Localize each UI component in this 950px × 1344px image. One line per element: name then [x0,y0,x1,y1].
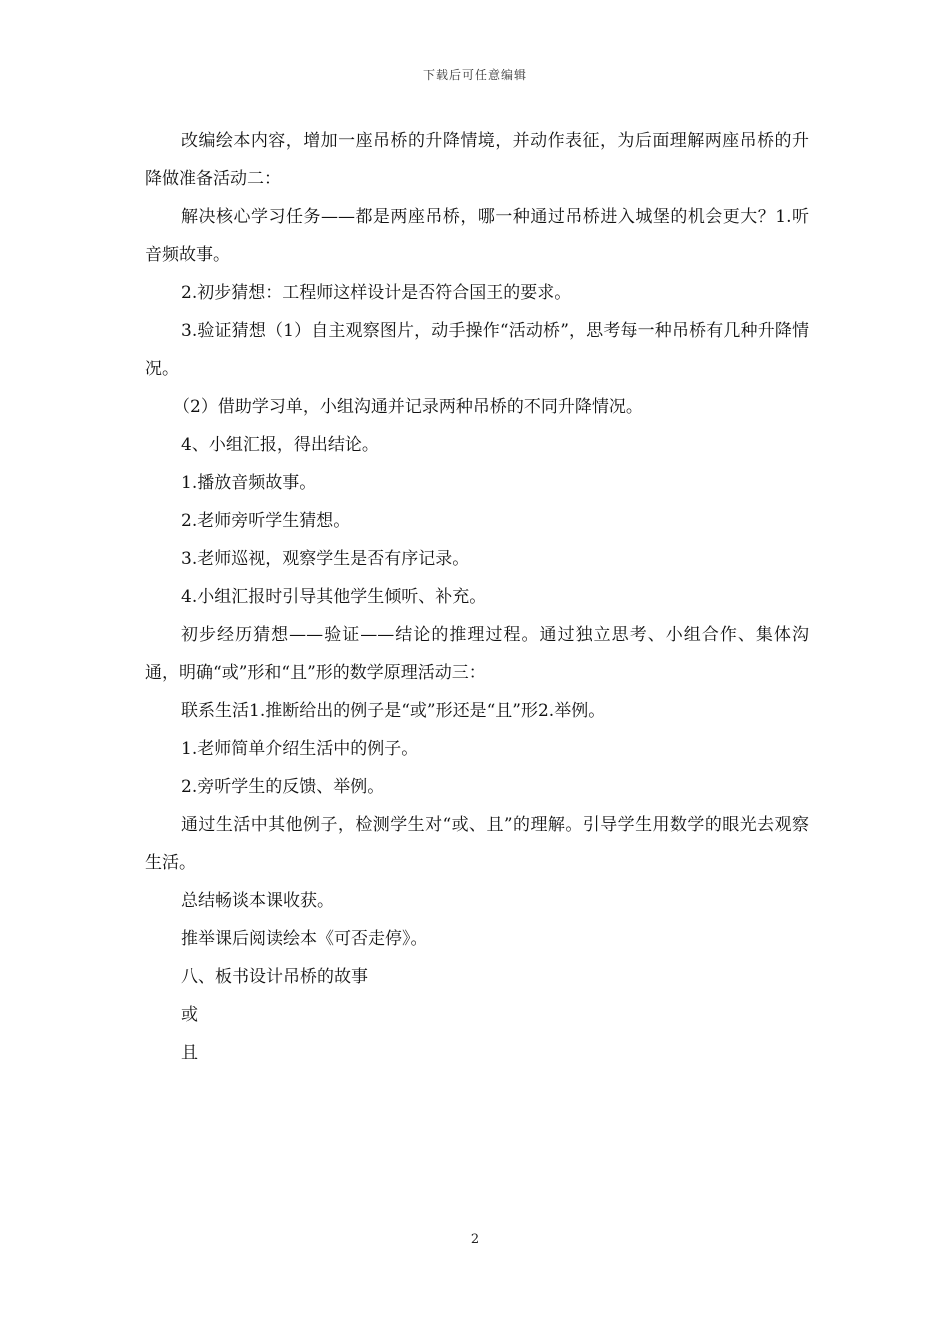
paragraph: 3.老师巡视，观察学生是否有序记录。 [181,549,470,569]
section-heading: 八、板书设计吊桥的故事 [181,967,368,987]
board-item-or: 或 [181,1005,198,1025]
paragraph: 2.初步猜想：工程师这样设计是否符合国王的要求。 [181,283,572,303]
paragraph: 初步经历猜想——验证——结论的推理过程。通过独立思考、小组合作、集体沟通，明确“或”形和“且”形的数学原理活动三： [145,625,809,683]
paragraph: 1.播放音频故事。 [181,473,317,493]
paragraph: （2）借助学习单，小组沟通并记录两种吊桥的不同升降情况。 [173,397,643,417]
paragraph: 联系生活1.推断给出的例子是“或”形还是“且”形2.举例。 [181,701,606,721]
paragraph: 2.老师旁听学生猜想。 [181,511,351,531]
paragraph: 改编绘本内容，增加一座吊桥的升降情境，并动作表征，为后面理解两座吊桥的升降做准备活动二： [145,131,809,189]
paragraph: 推举课后阅读绘本《可否走停》。 [181,929,428,949]
paragraph: 总结畅谈本课收获。 [181,891,334,911]
page-header: 下载后可任意编辑 [422,68,527,82]
paragraph: 通过生活中其他例子，检测学生对“或、且”的理解。引导学生用数学的眼光去观察生活。 [145,815,809,873]
paragraph: 解决核心学习任务——都是两座吊桥，哪一种通过吊桥进入城堡的机会更大？1.听音频故事。 [145,207,809,265]
board-item-and: 且 [181,1043,198,1063]
paragraph: 3.验证猜想（1）自主观察图片，动手操作“活动桥”，思考每一种吊桥有几种升降情况。 [145,321,809,379]
paragraph: 4、小组汇报，得出结论。 [181,435,379,455]
paragraph: 4.小组汇报时引导其他学生倾听、补充。 [181,587,487,607]
paragraph: 2.旁听学生的反馈、举例。 [181,777,385,797]
page-number: 2 [470,1232,480,1247]
paragraph: 1.老师简单介绍生活中的例子。 [181,739,419,759]
document-body [145,122,809,1072]
